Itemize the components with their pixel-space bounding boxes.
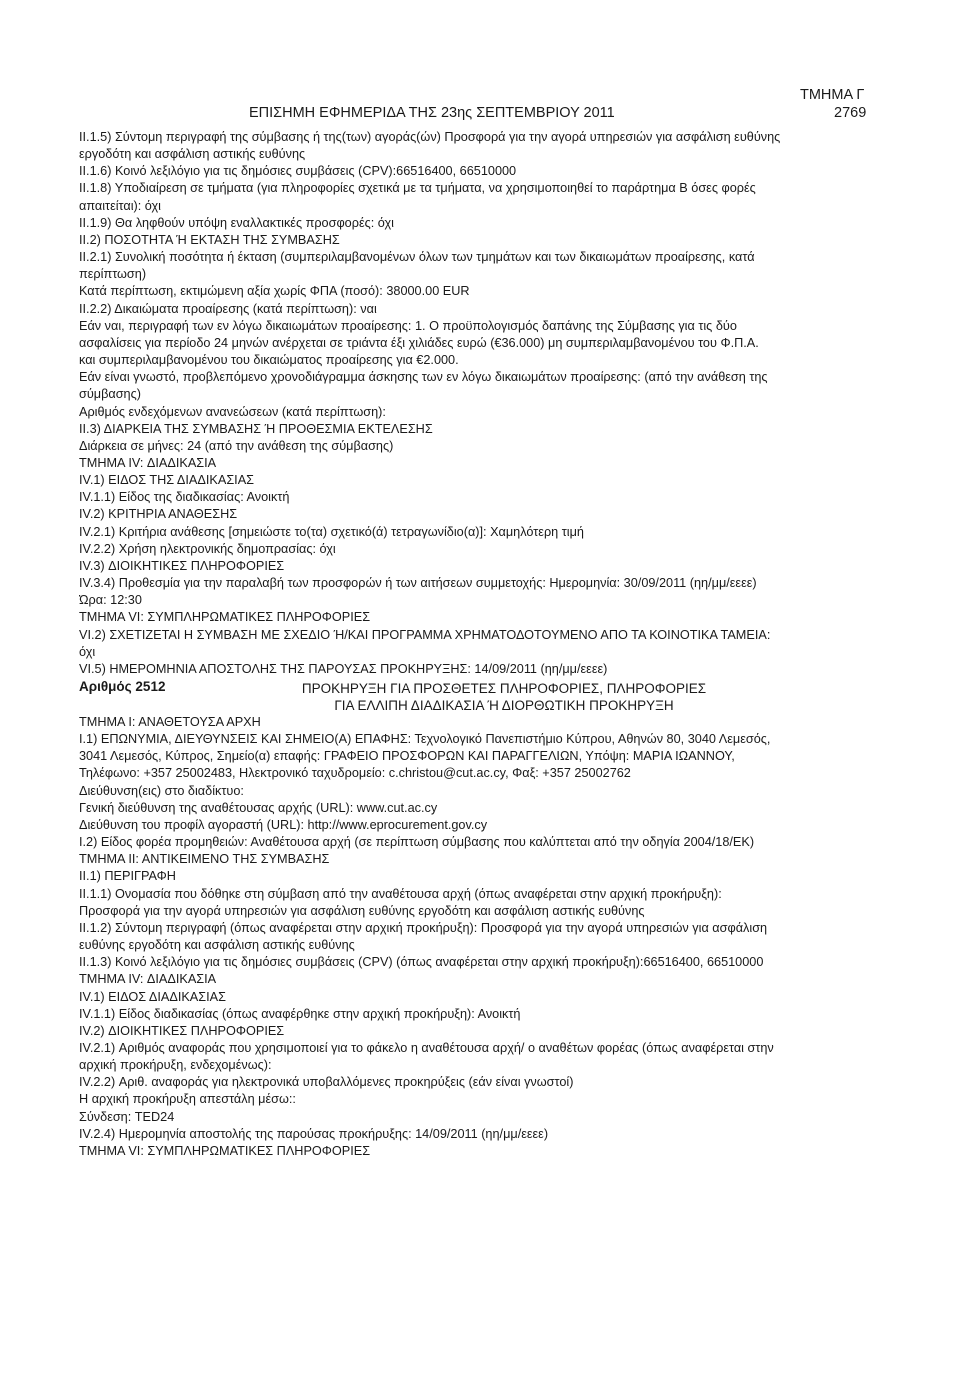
text-line: ΤΜΗΜΑ VI: ΣΥΜΠΛΗΡΩΜΑΤΙΚΕΣ ΠΛΗΡΟΦΟΡΙΕΣ [79,610,371,625]
text-line: ΙΙ.2.2) Δικαιώματα προαίρεσης (κατά περίπτωση): ναι [79,301,377,316]
text-line: περίπτωση) [79,267,147,282]
new-notice-body [79,714,869,1160]
text-line: 3041 Λεμεσός, Κύπρος, Σημείο(α) επαφής: ΓΡΑΦΕΙΟ ΠΡΟΣΦΟΡΩΝ ΚΑΙ ΠΑΡΑΓΓΕΛΙΩΝ, Υπόψη: ΜΑΡΙΑ ΙΩΑΝΝΟΥ, [79,749,735,764]
text-line: ΤΜΗΜΑ IV: ΔΙΑΔΙΚΑΣΙΑ [79,972,217,987]
text-line: και συμπεριλαμβανομένου του δικαιώματος προαίρεσης για €2.000. [79,353,459,368]
text-line: Αριθμός ενδεχόμενων ανανεώσεων (κατά περίπτωση): [79,404,386,419]
text-line: IV.3.4) Προθεσμία για την παραλαβή των προσφορών ή των αιτήσεων συμμετοχής: Ημερομηνία: 30/09/2011 (ηη/μμ/εεεε) [79,576,757,591]
text-line: ΤΜΗΜΑ ΙV: ΔΙΑΔΙΚΑΣΙΑ [79,455,217,470]
text-line: ΙΙ.1.1) Ονομασία που δόθηκε στη σύμβαση από την αναθέτουσα αρχή (όπως αναφέρεται στην αρχική προκήρυξη): [79,886,722,901]
text-line: ΙΙ.1.5) Σύντομη περιγραφή της σύμβασης ή της(των) αγοράς(ών) Προσφορά για την αγορά υπηρεσιών για ασφάλιση ευθύνης [79,130,781,144]
text-line: αρχική προκήρυξη, ενδεχομένως): [79,1058,272,1073]
text-line: IV.1.1) Είδος διαδικασίας (όπως αναφέρθηκε στην αρχική προκήρυξη): Ανοικτή [79,1006,521,1021]
text-line: ΙΙ.1.8) Υποδιαίρεση σε τμήματα (για πληροφορίες σχετικά με τα τμήματα, να χρησιμοποιηθεί το παράρτημα Β όσες φορές [79,181,756,196]
page-number: 2769 [834,105,867,121]
notice-number: Αριθμός 2512 [79,679,166,694]
text-line: IV.2.4) Ημερομηνία αποστολής της παρούσας προκήρυξης: 14/09/2011 (ηη/μμ/εεεε) [79,1126,549,1141]
text-line: IV.2.1) Κριτήρια ανάθεσης [σημειώστε το(τα) σχετικό(ά) τετραγωνίδιο(α)]: Χαμηλότερη τιμή [79,524,584,539]
text-line: IV.2) ΔΙΟΙΚΗΤΙΚΕΣ ΠΛΗΡΟΦΟΡΙΕΣ [79,1023,285,1038]
text-line: Κατά περίπτωση, εκτιμώμενη αξία χωρίς ΦΠΑ (ποσό): 38000.00 EUR [79,284,470,299]
notice-continuation [79,129,869,678]
text-line: ΙΙ.1.2) Σύντομη περιγραφή (όπως αναφέρεται στην αρχική προκήρυξη): Προσφορά για την αγορά υπηρεσιών για ασφάλιση [79,920,768,935]
text-line: ΙΙ.1.9) Θα ληφθούν υπόψη εναλλακτικές προσφορές: όχι [79,215,394,230]
document-body [79,129,869,1160]
text-line: όχι [79,644,96,659]
text-line: σύμβασης) [79,387,141,402]
text-line: ΙΙ.2.1) Συνολική ποσότητα ή έκταση (συμπεριλαμβανομένων όλων των τμημάτων και των δικαιωμάτων προαίρεσης, κατά [79,250,755,265]
text-line: ΙΙ.1.3) Κοινό λεξιλόγιο για τις δημόσιες συμβάσεις (CPV) (όπως αναφέρεται στην αρχική προκήρυξη):66516400, 66510000 [79,955,764,970]
text-line: απαιτείται): όχι [79,198,162,213]
gazette-title: ΕΠΙΣΗΜΗ ΕΦΗΜΕΡΙΔΑ ΤΗΣ 23ης ΣΕΠΤΕΜΒΡΙΟΥ 2011 [249,105,615,121]
text-line: Γενική διεύθυνση της αναθέτουσας αρχής (URL): www.cut.ac.cy [79,800,438,815]
text-line: IV.1) ΕΙΔΟΣ ΤΗΣ ΔΙΑΔΙΚΑΣΙΑΣ [79,473,254,488]
notice-title-line-2: ΓΙΑ ΕΛΛΙΠΗ ΔΙΑΔΙΚΑΣΙΑ Ή ΔΙΟΡΘΩΤΙΚΗ ΠΡΟΚΗΡΥΞΗ [334,698,674,713]
text-line: ΤΜΗΜΑ ΙΙ: ΑΝΤΙΚΕΙΜΕΝΟ ΤΗΣ ΣΥΜΒΑΣΗΣ [79,852,330,867]
text-line: IV.2.2) Αριθ. αναφοράς για ηλεκτρονικά υποβαλλόμενες προκηρύξεις (εάν είναι γνωστοί) [79,1075,574,1090]
text-line: IV.2) ΚΡΙΤΗΡΙΑ ΑΝΑΘΕΣΗΣ [79,507,238,522]
text-line: Διάρκεια σε μήνες: 24 (από την ανάθεση της σύμβασης) [79,438,394,453]
text-line: IV.1) ΕΙΔΟΣ ΔΙΑΔΙΚΑΣΙΑΣ [79,989,226,1004]
text-line: ΙΙ.1.6) Κοινό λεξιλόγιο για τις δημόσιες συμβάσεις (CPV):66516400, 66510000 [79,164,517,179]
text-line: VI.2) ΣΧΕΤΙΖΕΤΑΙ Η ΣΥΜΒΑΣΗ ΜΕ ΣΧΕΔΙΟ Ή/ΚΑΙ ΠΡΟΓΡΑΜΜΑ ΧΡΗΜΑΤΟΔΟΤΟΥΜΕΝΟ ΑΠΟ ΤΑ ΚΟΙΝΟΤΙΚΑ ΤΑΜΕΙΑ: [79,627,771,642]
text-line: ασφαλίσεις για περίοδο 24 μηνών ανέρχεται σε τριάντα έξι χιλιάδες ευρώ (€36.000) μη συμπεριλαμβανομένου του Φ.Π.Α. [79,335,759,350]
text-line: Ι.2) Είδος φορέα προμηθειών: Αναθέτουσα αρχή (σε περίπτωση σύμβασης που καλύπτεται από την οδηγία 2004/18/ΕΚ) [79,835,755,850]
text-line: ΙΙ.1) ΠΕΡΙΓΡΑΦΗ [79,869,176,884]
notice-heading [79,678,869,714]
text-line: Ι.1) ΕΠΩΝΥΜΙΑ, ΔΙΕΥΘΥΝΣΕΙΣ ΚΑΙ ΣΗΜΕΙΟ(Α) ΕΠΑΦΗΣ: Τεχνολογικό Πανεπιστήμιο Κύπρου, Αθηνών 80, 3040 Λεμεσός, [79,732,771,747]
text-line: ευθύνης εργοδότη και ασφάλιση αστικής ευθύνης [79,938,355,953]
text-line: Διεύθυνση(εις) στο διαδίκτυο: [79,783,244,798]
text-line: VI.5) ΗΜΕΡΟΜΗΝΙΑ ΑΠΟΣΤΟΛΗΣ ΤΗΣ ΠΑΡΟΥΣΑΣ ΠΡΟΚΗΡΥΞΗΣ: 14/09/2011 (ηη/μμ/εεεε) [79,661,608,676]
text-line: ΙΙ.2) ΠΟΣΟΤΗΤΑ Ή ΕΚΤΑΣΗ ΤΗΣ ΣΥΜΒΑΣΗΣ [79,232,340,247]
text-line: Η αρχική προκήρυξη απεστάλη μέσω:: [79,1092,296,1107]
text-line: Ώρα: 12:30 [79,593,142,608]
text-line: IV.1.1) Είδος της διαδικασίας: Ανοικτή [79,490,290,505]
text-line: IV.2.2) Χρήση ηλεκτρονικής δημοπρασίας: όχι [79,541,336,556]
text-line: Εάν είναι γνωστό, προβλεπόμενο χρονοδιάγραμμα άσκησης των εν λόγω δικαιωμάτων προαίρεσης: (από την ανάθεση της [79,370,768,385]
text-line: ΤΜΗΜΑ VI: ΣΥΜΠΛΗΡΩΜΑΤΙΚΕΣ ΠΛΗΡΟΦΟΡΙΕΣ [79,1143,371,1158]
text-line: Διεύθυνση του προφίλ αγοραστή (URL): http://www.eprocurement.gov.cy [79,817,488,832]
text-line: εργοδότη και ασφάλιση αστικής ευθύνης [79,147,306,162]
text-line: Εάν ναι, περιγραφή των εν λόγω δικαιωμάτων προαίρεσης: 1. Ο προϋπολογισμός δαπάνης της Σύμβασης για τις δύο [79,318,737,333]
text-line: ΙΙ.3) ΔΙΑΡΚΕΙΑ ΤΗΣ ΣΥΜΒΑΣΗΣ Ή ΠΡΟΘΕΣΜΙΑ ΕΚΤΕΛΕΣΗΣ [79,421,433,436]
text-line: Προσφορά για την αγορά υπηρεσιών για ασφάλιση ευθύνης εργοδότη και ασφάλιση αστικής ευθύνης [79,903,645,918]
section-label: ΤΜΗΜΑ Γ [800,87,865,103]
text-line: IV.3) ΔΙΟΙΚΗΤΙΚΕΣ ΠΛΗΡΟΦΟΡΙΕΣ [79,558,285,573]
text-line: Τηλέφωνο: +357 25002483, Ηλεκτρονικό ταχυδρομείο: c.christou@cut.ac.cy, Φαξ: +357 25002762 [79,766,631,781]
text-line: ΤΜΗΜΑ Ι: ΑΝΑΘΕΤΟΥΣΑ ΑΡΧΗ [79,715,261,729]
text-line: Σύνδεση: TED24 [79,1109,175,1124]
notice-title-line-1: ΠΡΟΚΗΡΥΞΗ ΓΙΑ ΠΡΟΣΘΕΤΕΣ ΠΛΗΡΟΦΟΡΙΕΣ, ΠΛΗΡΟΦΟΡΙΕΣ [301,681,707,696]
text-line: IV.2.1) Αριθμός αναφοράς που χρησιμοποιεί για το φάκελο η αναθέτουσα αρχή/ ο αναθέτων φορέας (όπως αναφέρεται στην [79,1040,774,1055]
